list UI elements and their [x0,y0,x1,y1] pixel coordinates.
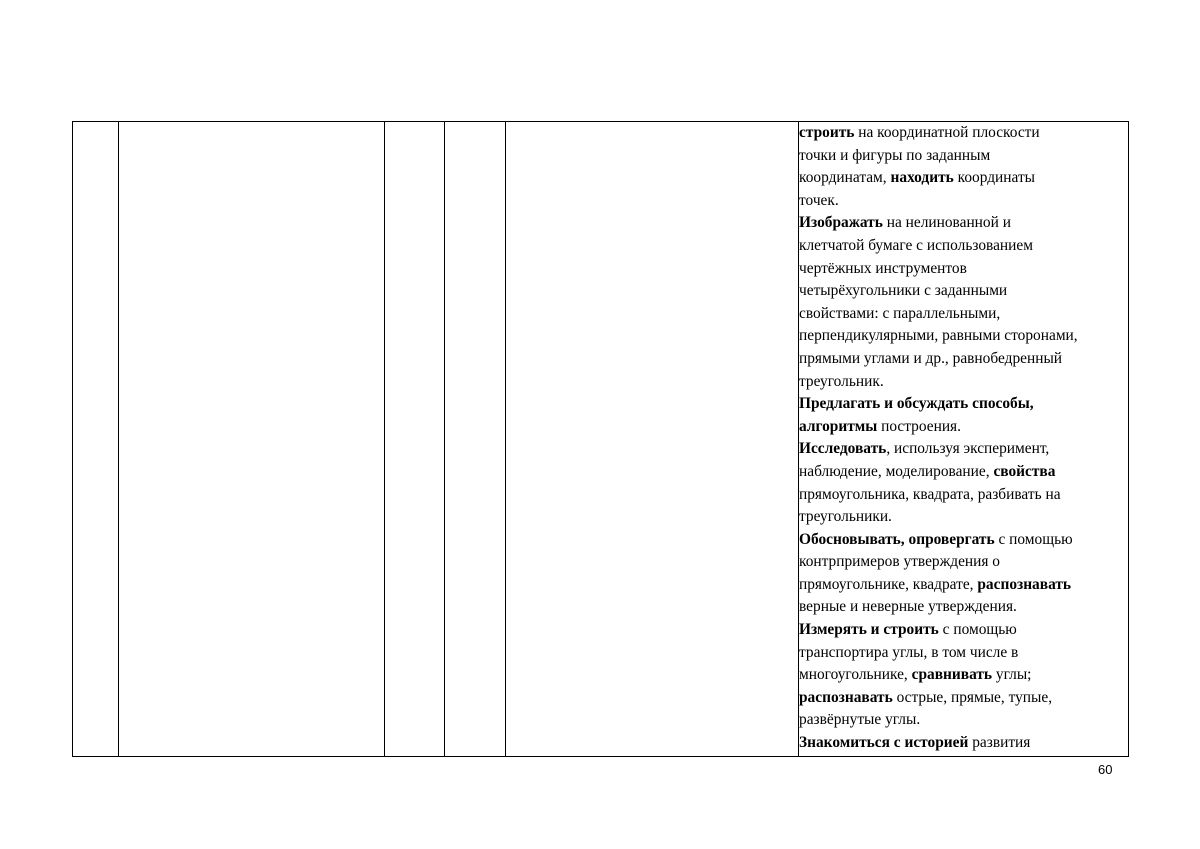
text-line [799,619,1128,642]
text-line [799,574,1128,597]
text-line [799,416,1128,439]
text-line [799,258,1128,281]
plain-text: многоугольнике, [799,666,912,684]
plain-text: на нелинованной и [882,214,1011,232]
bold-text: Измерять и строить [799,621,939,639]
text-line [799,596,1128,619]
text-line [799,190,1128,213]
curriculum-table [72,121,1129,757]
bold-text: находить [890,169,954,187]
plain-text: точек. [799,191,839,209]
text-line [799,325,1128,348]
text-line [799,642,1128,665]
bold-text: Изображать [799,214,883,232]
plain-text: четырёхугольники с заданными [799,282,1008,300]
page-number: 60 [1098,762,1113,777]
text-line [799,506,1128,529]
bold-text: Знакомиться с историей [799,734,969,752]
bold-text: строить [799,124,855,141]
plain-text: построения. [877,417,961,435]
plain-text: чертёжных инструментов [799,259,967,277]
text-line [799,145,1128,168]
text-line [799,122,1128,145]
text-line [799,167,1128,190]
plain-text: прямыми углами и др., равнобедренный [799,349,1063,367]
text-line [799,371,1128,394]
bold-text: свойства [993,462,1056,480]
text-line [799,732,1128,755]
text-line [799,235,1128,258]
plain-text: треугольники. [799,508,892,526]
plain-text: верные и неверные утверждения. [799,598,1017,616]
plain-text: , используя эксперимент, [886,440,1050,458]
bold-text: распознавать [799,688,893,706]
text-line [799,348,1128,371]
cell-hours [385,122,445,757]
plain-text: наблюдение, моделирование, [799,462,994,480]
bold-text: Предлагать и обсуждать способы, [799,395,1034,413]
bold-text: Обосновывать, опровергать [799,530,995,548]
bold-text: алгоритмы [799,417,878,435]
plain-text: углы; [992,666,1032,684]
text-line [799,280,1128,303]
cell-topic [119,122,385,757]
cell-number [73,122,119,757]
text-line [799,709,1128,732]
table-row [73,122,1129,757]
bold-text: Исследовать [799,440,887,458]
plain-text: острые, прямые, тупые, [892,688,1053,706]
activities-text [799,122,1128,755]
cell-control [445,122,506,757]
text-line [799,212,1128,235]
plain-text: координатам, [799,169,891,187]
plain-text: прямоугольнике, квадрате, [799,575,978,593]
plain-text: с помощью [938,621,1017,639]
text-line [799,529,1128,552]
text-line [799,664,1128,687]
plain-text: перпендикулярными, равными сторонами, [799,327,1078,345]
plain-text: клетчатой бумаге с использованием [799,236,1033,254]
text-line [799,484,1128,507]
plain-text: контрпримеров утверждения о [799,553,1000,571]
plain-text: прямоугольника, квадрата, разбивать на [799,485,1061,503]
plain-text: развития [968,734,1031,752]
plain-text: точки и фигуры по заданным [799,146,991,164]
plain-text: свойствами: с параллельными, [799,304,1001,322]
plain-text: развёрнутые углы. [799,711,921,729]
plain-text: с помощью [994,530,1073,548]
cell-activities [799,122,1129,757]
plain-text: координаты [953,169,1036,187]
cell-content [506,122,799,757]
text-line [799,393,1128,416]
plain-text: треугольник. [799,372,884,390]
text-line [799,461,1128,484]
text-line [799,303,1128,326]
bold-text: распознавать [977,575,1072,593]
text-line [799,687,1128,710]
text-line [799,438,1128,461]
bold-text: сравнивать [911,666,993,684]
plain-text: на координатной плоскости [854,124,1040,141]
text-line [799,551,1128,574]
plain-text: транспортира углы, в том числе в [799,643,1019,661]
